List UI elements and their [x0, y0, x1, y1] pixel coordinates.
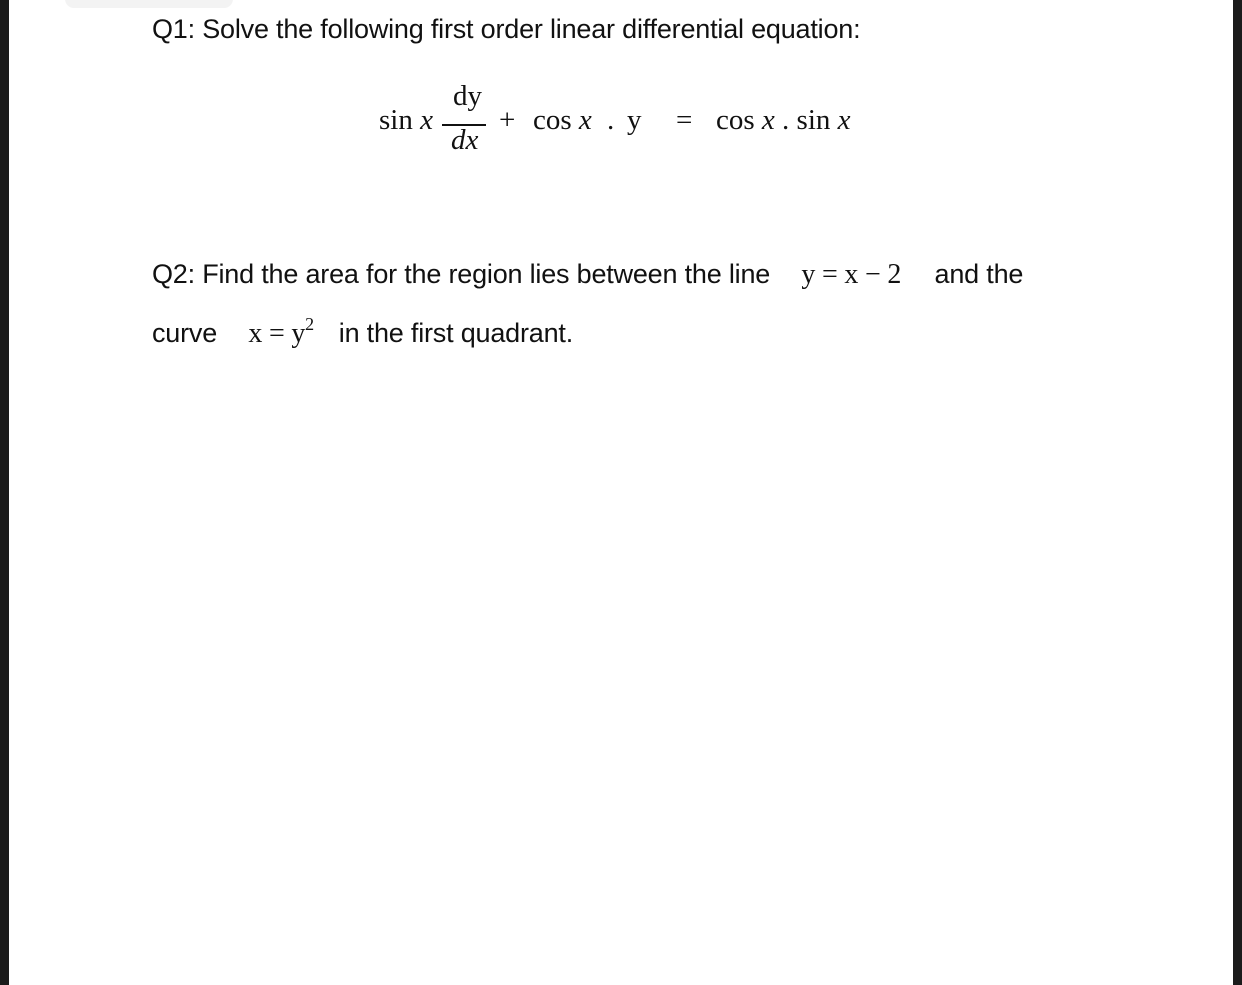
eq-plus: +	[499, 104, 516, 136]
eq-cos-term: cos x	[533, 104, 592, 136]
q2-curve-equation: $x = y^2$	[248, 314, 314, 349]
q2-curve-label: curve	[152, 318, 218, 348]
eq-sin-label: sin x	[379, 104, 433, 136]
q2-line-2-end: in the first quadrant.	[338, 318, 574, 348]
q2-prompt: Q2: Find the area for the region lies between the line	[152, 259, 771, 289]
q2-line-end: and the	[934, 259, 1024, 289]
q1-prompt: Q1: Solve the following first order linear differential equation:	[152, 14, 861, 44]
eq-dot: .	[607, 104, 615, 136]
eq-fraction-denominator: dx	[451, 124, 479, 156]
q1-equation	[9, 0, 1233, 180]
q2-line-equation: y = x − 2	[801, 259, 902, 290]
eq-equals: =	[676, 104, 693, 136]
eq-rhs: cos x . sin x	[716, 104, 851, 136]
q2-line-2	[152, 314, 573, 350]
q2-line-1	[152, 259, 1023, 291]
eq-fraction-numerator: dy	[453, 80, 482, 112]
document-page	[9, 0, 1233, 985]
eq-y: y	[627, 104, 642, 136]
